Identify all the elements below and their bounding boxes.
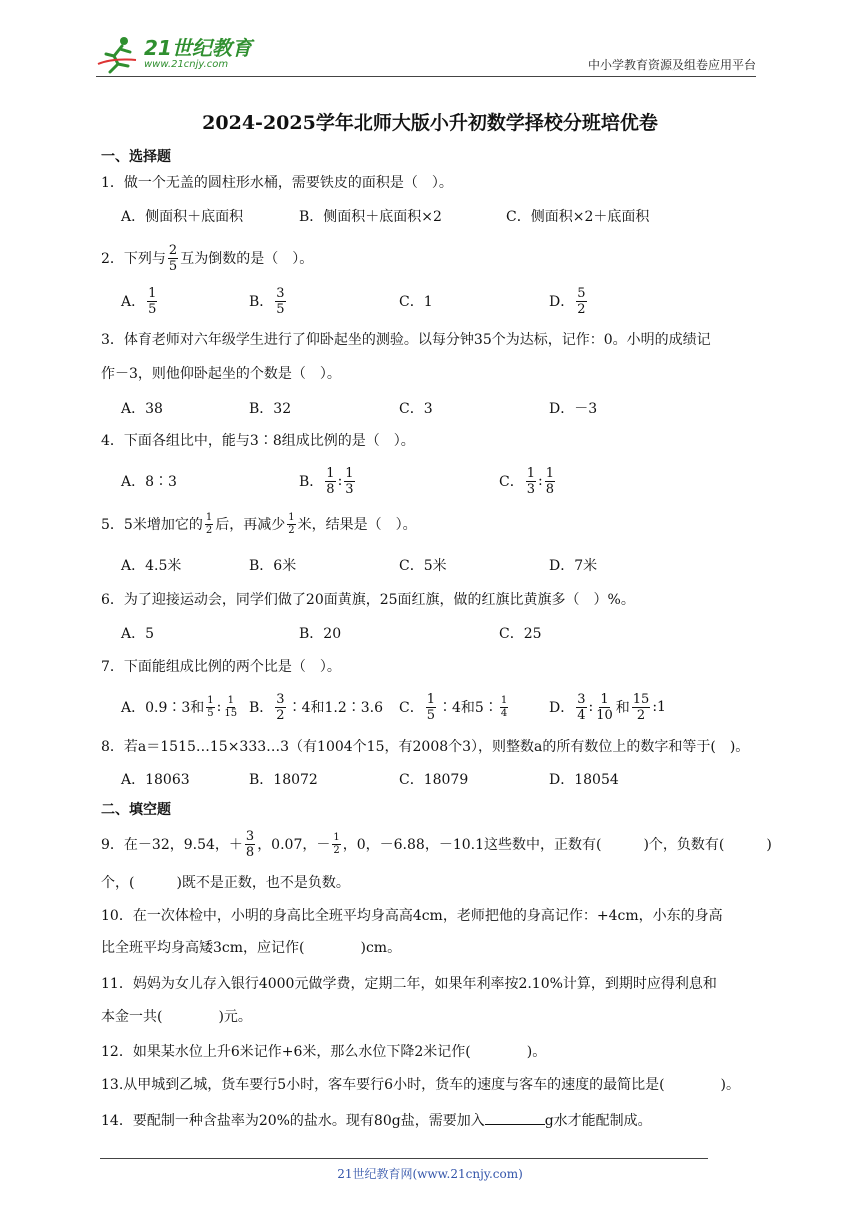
option-b: B．侧面积＋底面积×2 bbox=[299, 209, 442, 225]
question-10-line-1: 10．在一次体检中，小明的身高比全班平均身高高4cm，老师把他的身高记作：+4cm，小东的身高 bbox=[101, 908, 723, 924]
option-b: B． $\frac{1}{8}$ : $\frac{1}{3}$ bbox=[299, 465, 354, 497]
option-c: C．1 bbox=[399, 294, 433, 310]
option-b: B．32 bbox=[249, 401, 292, 417]
section-choice-heading: 一、选择题 bbox=[101, 149, 171, 165]
question-8: 8．若a＝1515…15×333…3（有1004个15，有2008个3），则整数a的所有数位上的数字和等于( )。 bbox=[101, 739, 750, 755]
question-6: 6．为了迎接运动会，同学们做了20面黄旗，25面红旗，做的红旗比黄旗多（ ）%。 bbox=[101, 592, 635, 608]
option-d: D． $\frac{3}{4}$ : $\frac{1}{10}$ 和 $\frac{15}{2}$ :1 bbox=[549, 691, 666, 723]
question-6-options bbox=[121, 617, 761, 649]
option-a: A．38 bbox=[121, 401, 163, 417]
question-text: 2．下列与 bbox=[101, 250, 166, 267]
question-3-options bbox=[121, 392, 761, 424]
section-fill-heading: 二、填空题 bbox=[101, 802, 171, 818]
option-a: A．5 bbox=[121, 626, 155, 642]
option-c: C．3 bbox=[399, 401, 433, 417]
option-a: A．0.9∶3和 $\frac{1}{5}$ : $\frac{1}{15}$ bbox=[121, 694, 238, 719]
option-d: D．18054 bbox=[549, 772, 619, 788]
option-c: C．5米 bbox=[399, 558, 447, 574]
question-1-options bbox=[121, 200, 761, 232]
question-7-options bbox=[121, 691, 761, 723]
question-4: 4．下面各组比中，能与3∶8组成比例的是（ ）。 bbox=[101, 433, 415, 449]
option-d: D．7米 bbox=[549, 558, 598, 574]
question-2 bbox=[101, 244, 313, 273]
question-14: 14．要配制一种含盐率为20%的盐水。现有80g盐，需要加入 g水才能配制成。 bbox=[101, 1110, 652, 1131]
option-b: B．6米 bbox=[249, 558, 297, 574]
option-c: C．25 bbox=[499, 626, 542, 642]
page-title: 2024-2025学年北师大版小升初数学择校分班培优卷 bbox=[202, 112, 658, 134]
option-a: A．8∶3 bbox=[121, 474, 177, 490]
question-text: 互为倒数的是（ ）。 bbox=[180, 250, 314, 267]
page-footer: 21世纪教育网(www.21cnjy.com) bbox=[337, 1167, 523, 1181]
question-11-line-1: 11．妈妈为女儿存入银行4000元做学费，定期二年，如果年利率按2.10%计算，到期时应得利息和 bbox=[101, 976, 717, 992]
option-a: A．18063 bbox=[121, 772, 190, 788]
question-3-line-1: 3．体育老师对六年级学生进行了仰卧起坐的测验。以每分钟35个为达标，记作：0。小明的成绩记 bbox=[101, 332, 711, 348]
question-4-options bbox=[121, 465, 761, 497]
option-c: C． $\frac{1}{3}$ : $\frac{1}{8}$ bbox=[499, 465, 554, 497]
question-2-options bbox=[121, 285, 761, 317]
question-13: 13.从甲城到乙城，货车要行5小时，客车要行6小时，货车的速度与客车的速度的最简比是( )。 bbox=[101, 1077, 741, 1093]
option-a: A．4.5米 bbox=[121, 558, 182, 574]
option-b: B．20 bbox=[299, 626, 342, 642]
option-a: A． $\frac{1}{5}$ bbox=[121, 285, 157, 317]
platform-name: 中小学教育资源及组卷应用平台 bbox=[587, 58, 756, 72]
runner-logo-icon bbox=[96, 34, 140, 74]
question-1: 1．做一个无盖的圆柱形水桶，需要铁皮的面积是（ ）。 bbox=[101, 175, 453, 191]
question-5-options bbox=[121, 549, 761, 581]
question-11-line-2: 本金一共( )元。 bbox=[101, 1009, 252, 1025]
option-a: A．侧面积＋底面积 bbox=[121, 209, 244, 225]
option-d: D．－3 bbox=[549, 401, 598, 417]
question-5: 5．5米增加它的 $\frac{1}{2}$ 后，再减少 $\frac{1}{2}$ 米，结果是（ ）。 bbox=[101, 512, 417, 536]
question-7: 7．下面能组成比例的两个比是（ ）。 bbox=[101, 659, 341, 675]
logo-title: 21世纪教育 bbox=[144, 36, 252, 60]
page-header bbox=[96, 30, 756, 77]
question-12: 12．如果某水位上升6米记作+6米，那么水位下降2米记作( )。 bbox=[101, 1044, 547, 1060]
question-9-line-1: 9．在－32，9.54，＋ $\frac{3}{8}$ ，0.07，－ $\frac{1}{2}$ ，0，－6.88，－10.1这些数中，正数有( )个，负数有( ) bbox=[101, 829, 772, 860]
question-10-line-2: 比全班平均身高矮3cm，应记作( )cm。 bbox=[101, 940, 402, 956]
logo bbox=[96, 34, 252, 74]
logo-url: www.21cnjy.com bbox=[144, 59, 229, 70]
option-c: C．18079 bbox=[399, 772, 469, 788]
option-b: B． $\frac{3}{5}$ bbox=[249, 285, 285, 317]
question-8-options bbox=[121, 763, 761, 795]
fraction: $\frac{2}{5}$ bbox=[168, 243, 178, 274]
option-b: B．18072 bbox=[249, 772, 318, 788]
answer-blank bbox=[485, 1110, 545, 1125]
footer-divider bbox=[100, 1158, 708, 1159]
option-b: B． $\frac{3}{2}$ ∶4和1.2∶3.6 bbox=[249, 691, 384, 723]
question-3-line-2: 作－3，则他仰卧起坐的个数是（ ）。 bbox=[101, 366, 341, 382]
question-9-line-2: 个，( )既不是正数，也不是负数。 bbox=[101, 875, 350, 891]
option-c: C．侧面积×2＋底面积 bbox=[506, 209, 650, 225]
option-d: D． $\frac{5}{2}$ bbox=[549, 285, 586, 317]
option-c: C． $\frac{1}{5}$ ∶4和5∶ $\frac{1}{4}$ bbox=[399, 691, 508, 723]
